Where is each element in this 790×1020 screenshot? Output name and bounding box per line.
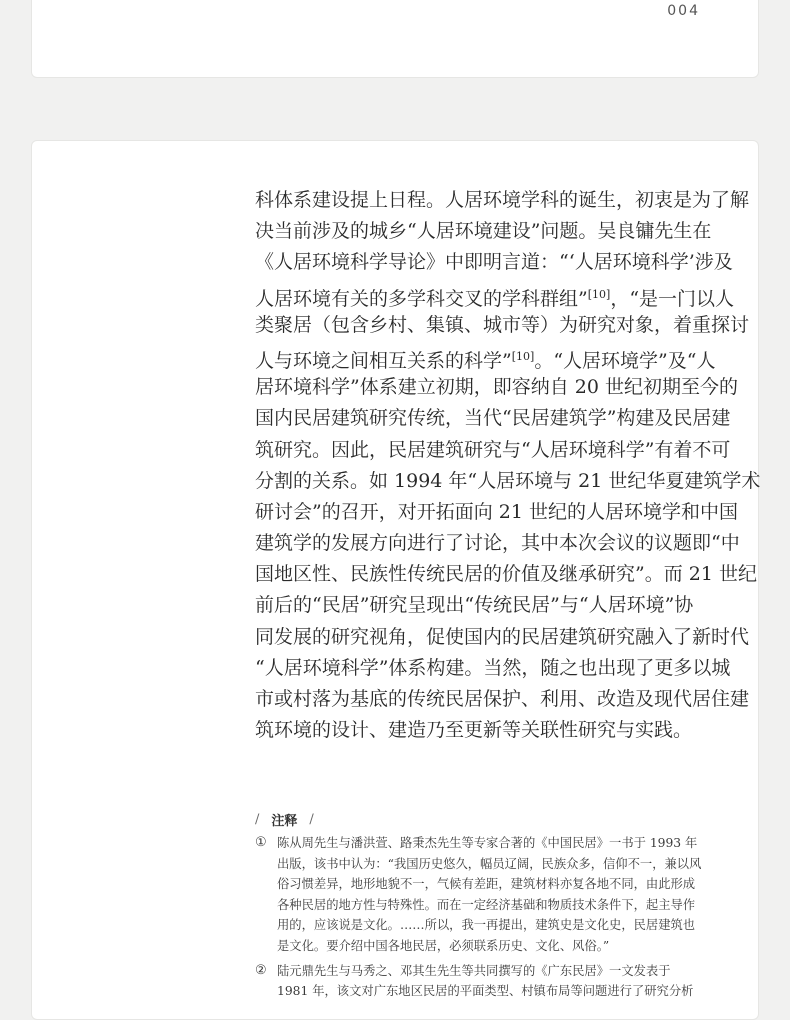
body-line: 筑环境的设计、建造乃至更新等关联性研究与实践。 bbox=[255, 719, 693, 742]
note-line: 各种民居的地方性与特殊性。而在一定经济基础和物质技术条件下，起主导作 bbox=[277, 897, 696, 912]
notes-title: 注释 bbox=[271, 813, 298, 829]
note-text bbox=[277, 833, 711, 957]
note-marker: ② bbox=[255, 962, 267, 978]
body-line bbox=[255, 279, 735, 310]
note-line: 陆元鼎先生与马秀之、邓其生先生等共同撰写的《广东民居》一文发表于 bbox=[277, 963, 671, 978]
note-line: 1981 年，该文对广东地区民居的平面类型、村镇布局等问题进行了研究分析 bbox=[277, 984, 694, 999]
note-line: 陈从周先生与潘洪萱、路秉杰先生等专家合著的《中国民居》一书于 1993 年 bbox=[277, 836, 698, 850]
note-marker: ① bbox=[255, 835, 267, 850]
note-text bbox=[277, 961, 711, 1002]
note-item bbox=[255, 961, 711, 1002]
body-line: 科体系建设提上日程。人居环境学科的诞生，初衷是为了解 bbox=[255, 189, 750, 211]
citation-ref: [10] bbox=[511, 349, 535, 363]
note-line: 出版，该书中认为：“我国历史悠久，幅员辽阔，民族众多，信仰不一，兼以风 bbox=[277, 856, 702, 871]
body-paragraph bbox=[255, 185, 761, 746]
notes-heading-slash: / bbox=[255, 811, 260, 827]
body-line-text: 。“人居环境学”及“人 bbox=[534, 349, 716, 372]
note-line: 俗习惯差异，地形地貌不一，气候有差距，建筑材料亦复各地不同，由此形成 bbox=[277, 877, 696, 892]
notes-heading bbox=[255, 809, 711, 829]
body-line-text: ，“是一门以人 bbox=[610, 287, 735, 310]
body-line: 国地区性、民族性传统民居的价值及继承研究”。而 21 世纪 bbox=[255, 563, 757, 586]
page-number: 004 bbox=[667, 3, 700, 19]
body-line: 同发展的研究视角，促使国内的民居建筑研究融入了新时代 bbox=[255, 625, 750, 648]
body-line: 国内民居建筑研究传统，当代“民居建筑学”构建及民居建 bbox=[255, 407, 731, 430]
note-line: 用的，应该说是文化。……所以，我一再提出，建筑史是文化史，民居建筑也 bbox=[277, 918, 696, 933]
citation-ref: [10] bbox=[587, 287, 611, 301]
previous-page-card bbox=[31, 0, 759, 78]
document-page-card bbox=[31, 140, 759, 1020]
body-line-text: 人居环境有关的多学科交叉的学科群组” bbox=[255, 287, 588, 310]
body-line bbox=[255, 341, 716, 372]
body-line: 决当前涉及的城乡“人居环境建设”问题。吴良镛先生在 bbox=[255, 220, 712, 243]
notes-heading-slash: / bbox=[309, 811, 314, 827]
body-line: 居环境科学”体系建立初期，即容纳自 20 世纪初期至今的 bbox=[255, 376, 738, 399]
note-item bbox=[255, 833, 711, 957]
notes-section bbox=[255, 809, 711, 1002]
body-line: 市或村落为基底的传统民居保护、利用、改造及现代居住建 bbox=[255, 688, 750, 710]
body-line: 前后的“民居”研究呈现出“传统民居”与“人居环境”协 bbox=[255, 594, 694, 617]
body-line: 类聚居（包含乡村、集镇、城市等）为研究对象，着重探讨 bbox=[255, 313, 750, 336]
body-line: “人居环境科学”体系构建。当然，随之也出现了更多以城 bbox=[255, 656, 731, 679]
note-line: 是文化。要介绍中国各地民居，必须联系历史、文化、风俗。” bbox=[277, 938, 610, 953]
body-line: 研讨会”的召开，对开拓面向 21 世纪的人居环境学和中国 bbox=[255, 500, 738, 523]
body-line-text: 人与环境之间相互关系的科学” bbox=[255, 349, 512, 372]
body-line: 《人居环境科学导论》中即明言道：“‘人居环境科学’涉及 bbox=[255, 251, 733, 274]
body-line: 建筑学的发展方向进行了讨论，其中本次会议的议题即“中 bbox=[255, 532, 740, 555]
body-line: 分割的关系。如 1994 年“人居环境与 21 世纪华夏建筑学术 bbox=[255, 469, 761, 492]
body-line: 筑研究。因此，民居建筑研究与“人居环境科学”有着不可 bbox=[255, 438, 731, 461]
